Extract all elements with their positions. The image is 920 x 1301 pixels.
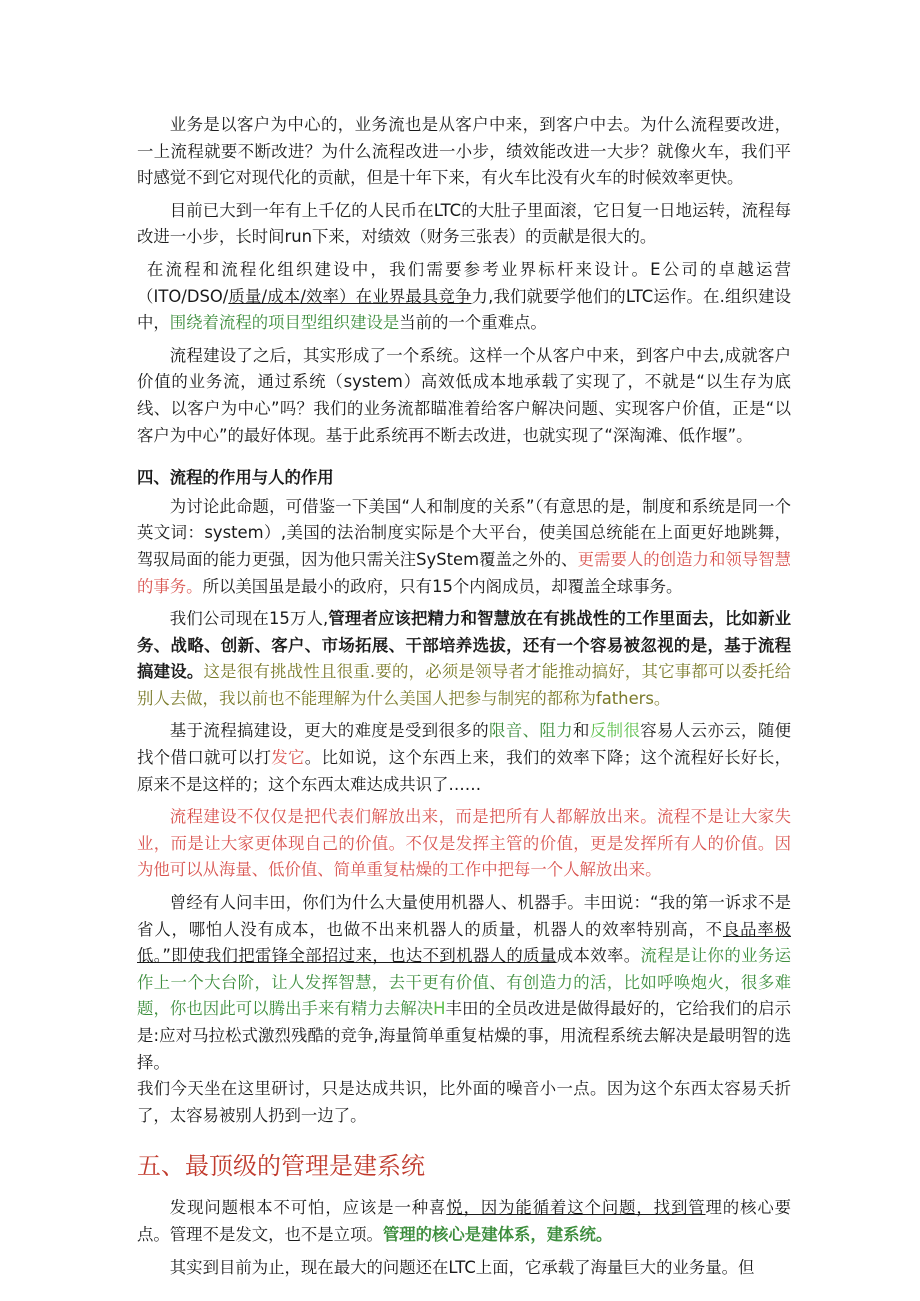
text-run: 力,我们就要学他们的LTC运作。在.组织建设中， (137, 286, 792, 333)
text-run: 。比如说，这个东西上来，我们的效率下降；这个流程好长好长，原来不是这样的；这个东西太难达成共识了…… (137, 748, 792, 794)
underlined-text: 质量/成本/效率）在业界最具竞争 (228, 286, 472, 306)
text-run: 发现问题根本不可怕，应该是一种喜 (169, 1198, 447, 1218)
paragraph-toyota (137, 890, 791, 1076)
text-run: 成本效率。 (556, 946, 641, 966)
paragraph-system: 流程建设了之后，其实形成了一个系统。这样一个从客户中来，到客户中去,成就客户价值的业务流，通过系统（system）高效低成本地承载了实现了，不就是“以生存为底线、以客户为中心”吗？我们的业务流都瞄准着给客户解决问题、实现客户价值，正是“以客户为中心”的最好体现。基于此系统再不断去改进，也就实现了“深淘滩、低作堰”。 (137, 345, 791, 445)
text-run: 理的核心要点。管理不是发文，也不是立项。 (137, 1198, 792, 1244)
paragraph-liberation: 流程建设不仅仅是把代表们解放出来，而是把所有人都解放出来。流程不是让大家失业，而是让大家更体现自己的价值。不仅是发挥主管的价值，更是发挥所有人的价值。因为他可以从海量、低价值、简单重复枯燥的工作中把每一个人解放出来。 (137, 807, 791, 880)
text-run: 我们公司现在15万人, (169, 609, 329, 629)
underlined-text: 悦，因为能循着这个问题，找到管 (446, 1198, 706, 1218)
section-heading-4: 四、流程的作用与人的作用 (137, 468, 334, 488)
bold-text: 管理者应该把精力和智慧放在有挑战性的工作里面去，比如新业务、战略、创新、客户、市场拓展、干部培养选拔，还有一个容易被忽视的是，基于流程搞建设。 (137, 609, 792, 682)
text-run: 容易人云亦云，随便找个借口就可以打 (137, 721, 792, 768)
highlight-text-green: 流程是让你的业务运作上一个大台阶，让人发挥智慧，去干更有价值、有创造力的活，比如呼唤炮火，很多难题，你也因此可以腾出手来有精力去解决 (137, 946, 791, 1019)
paragraph-ltc-scale: 目前已大到一年有上千亿的人民币在LTC的大肚子里面滚，它日复一日地运转，流程每改进一小步，长时间run下来，对绩效（财务三张表）的贡献是很大的。 (137, 200, 791, 247)
highlight-text-red: 更需要人的创造力和领导智慧的事务。 (137, 549, 792, 596)
highlight-text-green: 限音、阻力 (489, 721, 574, 741)
highlight-text-lightgreen: H (433, 999, 446, 1019)
underlined-text: 良品率极低。”即使我们把雷锋全部招过来，也达不到机器人的质量 (137, 919, 792, 966)
bold-text-green: 管理的核心是建体系，建系统。 (382, 1224, 613, 1244)
paragraph-problems (137, 1195, 791, 1248)
paragraph-us-system (137, 494, 791, 600)
paragraph-consensus: 我们今天坐在这里研讨，只是达成共识，比外面的噪音小一点。因为这个东西太容易夭折了，太容易被别人扔到一边了。 (137, 1079, 791, 1125)
highlight-text-lightgreen: 反制很 (589, 721, 641, 741)
text-run: 为讨论此命题，可借鉴一下美国“人和制度的关系”（有意思的是，制度和系统是同一个英文词：system）,美国的法治制度实际是个大平台，使美国总统能在上面更好地跳舞，驾驭局面的能力更强，因为他只需关注SyStem覆盖之外的、 (137, 496, 791, 569)
highlight-text-green: 围绕着流程的项目型组织建设是 (169, 313, 400, 333)
paragraph-resistance (137, 718, 791, 798)
highlight-text-olive: 这是很有挑战性且很重.要的，必须是领导者才能推动搞好，其它事都可以委托给别人去做，我以前也不能理解为什么美国人把参与制宪的都称为fathers。 (137, 662, 791, 708)
document-page (137, 112, 791, 1281)
section-heading-5: 五、最顶级的管理是建系统 (137, 1152, 425, 1181)
text-run: 曾经有人问丰田，你们为什么大量使用机器人、机器手。丰田说：“我的第一诉求不是省人，哪怕人没有成本，也做不出来机器人的质量，机器人的效率特别高，不 (137, 893, 791, 939)
highlight-text-red: 发它 (271, 748, 305, 768)
paragraph-ltc-problem: 其实到目前为止，现在最大的问题还在LTC上面，它承载了海量巨大的业务量。但 (169, 1257, 755, 1277)
text-run: 和 (573, 721, 590, 741)
paragraph-customer-centric: 业务是以客户为中心的，业务流也是从客户中来，到客户中去。为什么流程要改进，一上流程就要不断改进？为什么流程改进一小步，绩效能改进一大步？就像火车，我们平时感觉不到它对现代化的贡献，但是十年下来，有火车比没有火车的时候效率更快。 (137, 115, 791, 188)
text-run: 当前的一个重难点。 (399, 313, 547, 333)
paragraph-managers (137, 606, 791, 712)
text-run: 基于流程搞建设，更大的难度是受到很多的 (169, 721, 490, 741)
text-run: 所以美国虽是最小的政府，只有15个内阁成员，却覆盖全球事务。 (202, 576, 683, 596)
text-run: 在流程和流程化组织建设中，我们需要参考业界标杆来设计。E公司的卓越运营（ITO/DSO/ (137, 259, 791, 306)
paragraph-benchmark (137, 257, 791, 337)
text-run: 丰田的全员改进是做得最好的，它给我们的启示是:应对马拉松式激烈残酷的竞争,海量简单重复枯燥的事，用流程系统去解决是最明智的选择。 (137, 999, 791, 1072)
